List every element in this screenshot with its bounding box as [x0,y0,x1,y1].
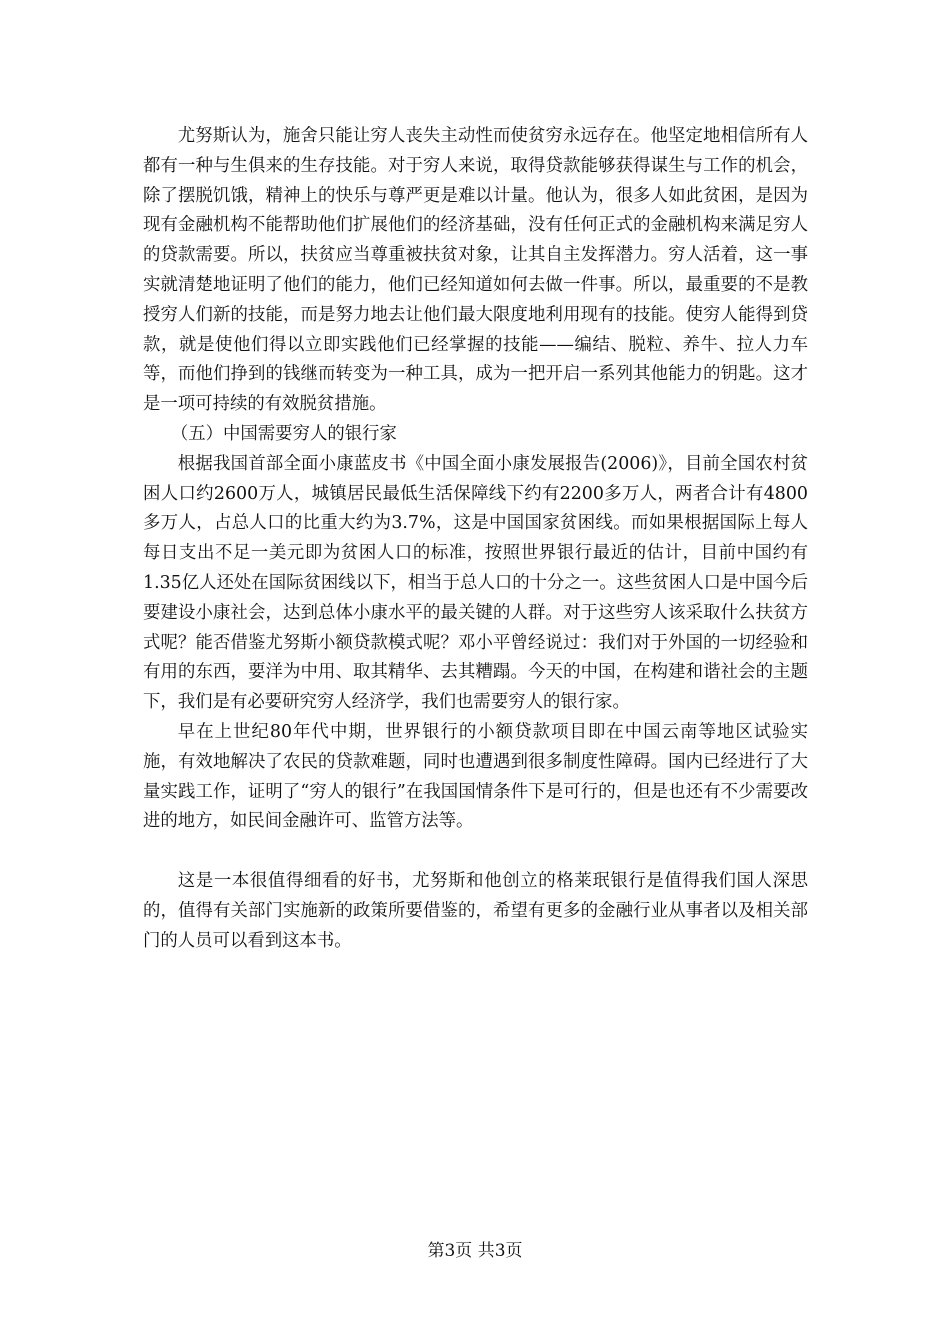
paragraph-yunus-view: 尤努斯认为，施舍只能让穷人丧失主动性而使贫穷永远存在。他坚定地相信所有人都有一种与生俱来的生存技能。对于穷人来说，取得贷款能够获得谋生与工作的机会，除了摆脱饥饿，精神上的快乐与尊严更是难以计量。他认为，很多人如此贫困，是因为现有金融机构不能帮助他们扩展他们的经济基础，没有任何正式的金融机构来满足穷人的贷款需要。所以，扶贫应当尊重被扶贫对象，让其自主发挥潜力。穷人活着，这一事实就清楚地证明了他们的能力，他们已经知道如何去做一件事。所以，最重要的不是教授穷人们新的技能，而是努力地去让他们最大限度地利用现有的技能。使穷人能得到贷款，就是使他们得以立即实践他们已经掌握的技能——编结、脱粒、养牛、拉人力车等，而他们挣到的钱继而转变为一种工具，成为一把开启一系列其他能力的钥匙。这才是一项可持续的有效脱贫措施。 [143,126,808,415]
paragraph-world-bank: 早在上世纪80年代中期，世界银行的小额贷款项目即在中国云南等地区试验实施，有效地解决了农民的贷款难题，同时也遭遇到很多制度性障碍。国内已经进行了大量实践工作，证明了“穷人的银行”在我国国情条件下是可行的，但是也还有不少需要改进的地方，如民间金融许可、监管方法等。 [143,721,808,832]
section-heading-5: （五）中国需要穷人的银行家 [170,423,397,444]
document-body [143,122,808,956]
paragraph-gap [143,837,808,867]
paragraph-conclusion: 这是一本很值得细看的好书，尤努斯和他创立的格莱珉银行是值得我们国人深思的，值得有关部门实施新的政策所要借鉴的，希望有更多的金融行业从事者以及相关部门的人员可以看到这本书。 [143,870,808,951]
page-footer: 第3页 共3页 [427,1241,523,1261]
paragraph-china-poverty: 根据我国首部全面小康蓝皮书《中国全面小康发展报告(2006)》，目前全国农村贫困人口约2600万人，城镇居民最低生活保障线下约有2200多万人，两者合计有4800多万人，占总人口的比重大约为3.7%，这是中国国家贫困线。而如果根据国际上每人每日支出不足一美元即为贫困人口的标准，按照世界银行最近的估计，目前中国约有1.35亿人还处在国际贫困线以下，相当于总人口的十分之一。这些贫困人口是中国今后要建设小康社会，达到总体小康水平的最关键的人群。对于这些穷人该采取什么扶贫方式呢？能否借鉴尤努斯小额贷款模式呢？邓小平曾经说过：我们对于外国的一切经验和有用的东西，要洋为中用、取其精华、去其糟蹋。今天的中国，在构建和谐社会的主题下，我们是有必要研究穷人经济学，我们也需要穷人的银行家。 [143,453,808,713]
